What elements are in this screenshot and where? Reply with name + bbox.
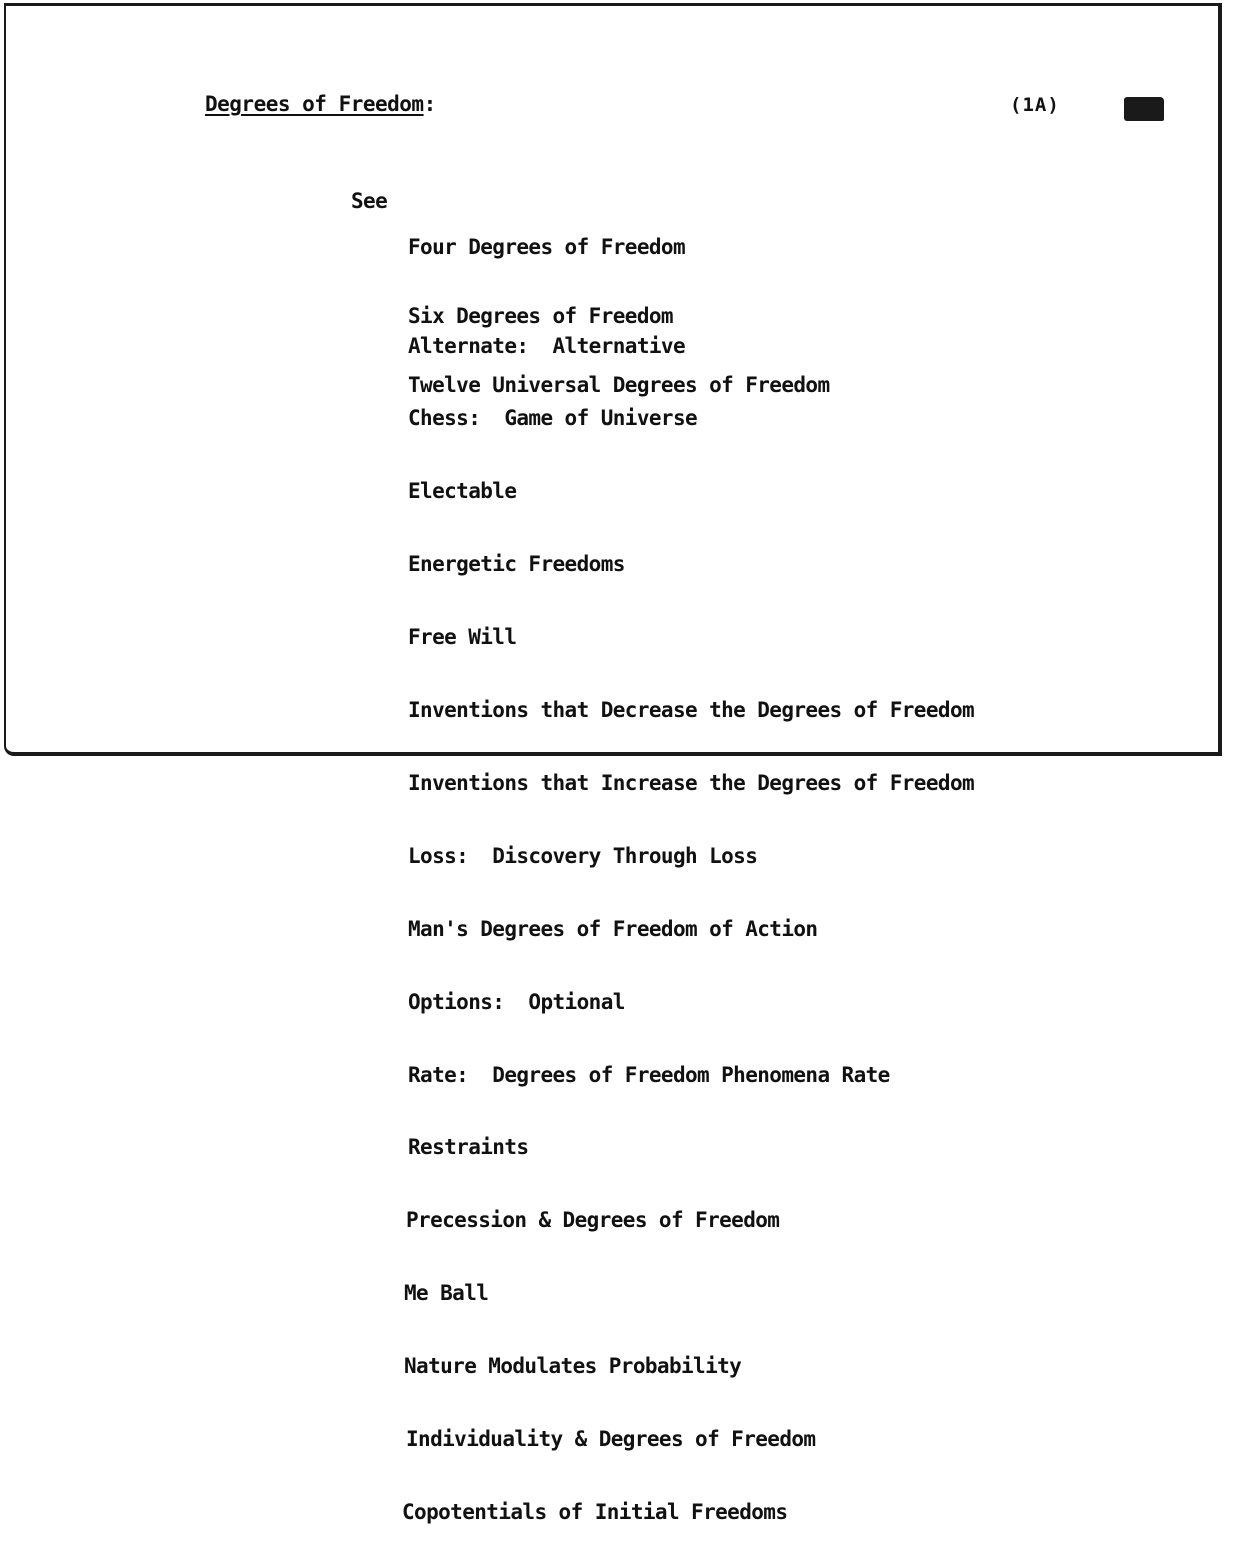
related-entry: Man's Degrees of Freedom of Action bbox=[408, 916, 818, 941]
related-entry: Free Will bbox=[408, 625, 517, 650]
see-also-item: Twelve Universal Degrees of Freedom bbox=[408, 373, 830, 397]
heading-colon: : bbox=[423, 92, 436, 116]
card-heading bbox=[205, 92, 436, 116]
related-entry: Inventions that Decrease the Degrees of Freedom bbox=[408, 698, 975, 723]
related-entry: Me Ball bbox=[404, 1281, 489, 1306]
index-tab-marker bbox=[1124, 97, 1164, 121]
related-entry: Electable bbox=[408, 479, 517, 504]
related-entry: Chess: Game of Universe bbox=[408, 406, 698, 431]
related-entry: Precession & Degrees of Freedom bbox=[406, 1208, 780, 1233]
related-entry: Inventions that Increase the Degrees of Freedom bbox=[408, 770, 975, 795]
heading-title: Degrees of Freedom bbox=[205, 92, 424, 116]
see-label: See bbox=[351, 189, 388, 213]
related-entry: Restraints bbox=[408, 1135, 529, 1160]
related-entry: Individuality & Degrees of Freedom bbox=[406, 1426, 816, 1451]
related-entry: Alternate: Alternative bbox=[408, 333, 685, 358]
related-entry: Loss: Discovery Through Loss bbox=[408, 843, 758, 868]
related-entry: Energetic Freedoms bbox=[408, 552, 625, 577]
related-entry: Options: Optional bbox=[408, 989, 625, 1014]
see-also-item: Four Degrees of Freedom bbox=[408, 235, 685, 259]
related-entry: Nature Modulates Probability bbox=[404, 1354, 742, 1379]
card-id: (1A) bbox=[1010, 94, 1060, 116]
related-entries-list bbox=[402, 285, 975, 1548]
related-entry: Rate: Degrees of Freedom Phenomena Rate bbox=[408, 1062, 890, 1087]
see-also-item: Six Degrees of Freedom bbox=[408, 304, 673, 328]
related-entry: Copotentials of Initial Freedoms bbox=[402, 1499, 788, 1524]
